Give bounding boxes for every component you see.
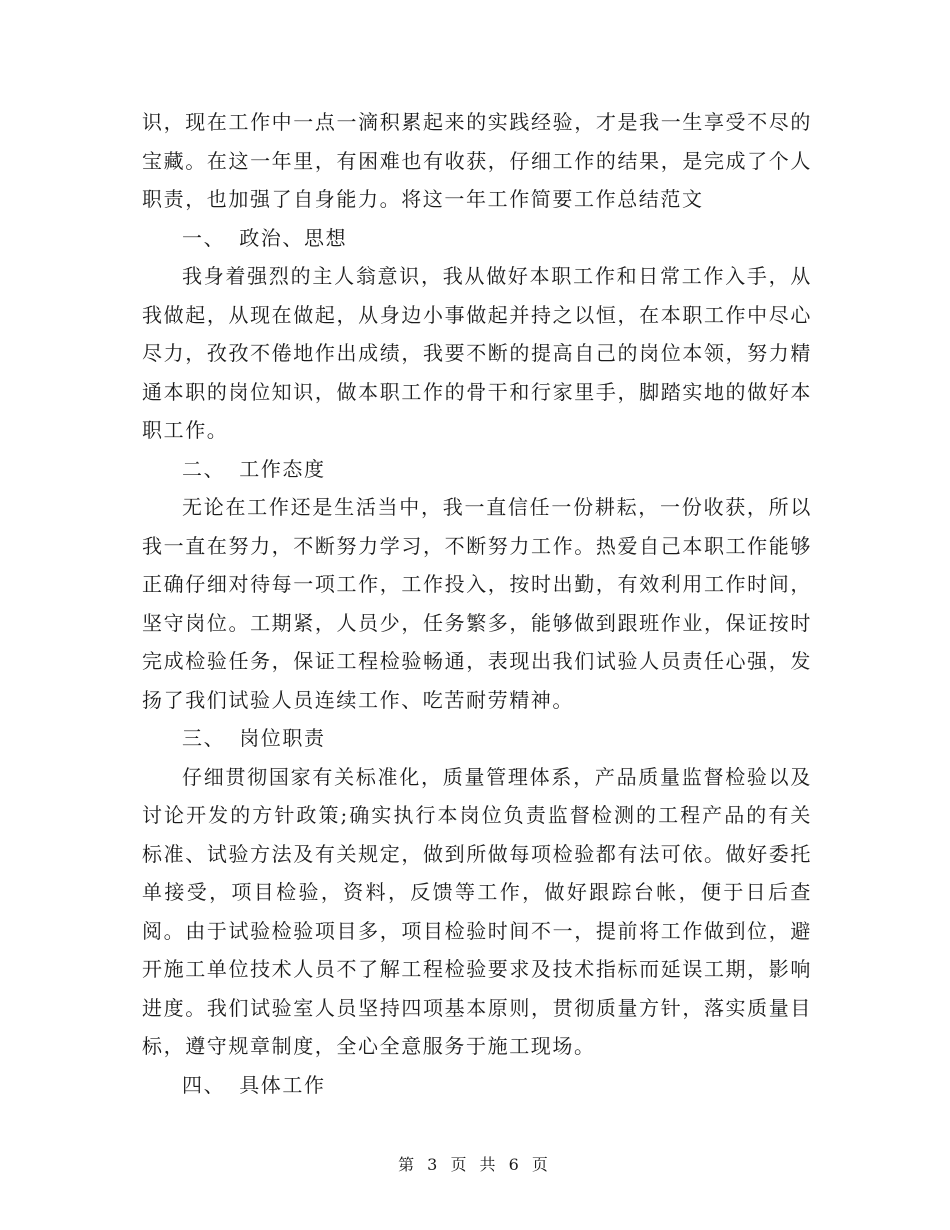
page-footer: 第 3 页 共 6 页 xyxy=(398,1155,552,1174)
section-heading-4 xyxy=(142,1066,812,1105)
document-body xyxy=(142,103,812,1104)
section-title: 政治、思想 xyxy=(239,225,348,250)
section-number: 二、 xyxy=(182,456,226,481)
section-heading-1 xyxy=(142,219,812,258)
paragraph-intro: 识，现在工作中一点一滴积累起来的实践经验，才是我一生享受不尽的宝藏。在这一年里，有困难也有收获，仔细工作的结果，是完成了个人职责，也加强了自身能力。将这一年工作简要工作总结范文 xyxy=(142,110,812,211)
section-number: 四、 xyxy=(182,1072,226,1097)
section-title: 岗位职责 xyxy=(239,726,326,750)
section-number: 三、 xyxy=(182,726,226,750)
section-heading-3 xyxy=(142,719,812,758)
section-title: 具体工作 xyxy=(239,1072,326,1097)
section-title: 工作态度 xyxy=(239,456,326,481)
paragraph-duties: 仔细贯彻国家有关标准化，质量管理体系，产品质量监督检验以及讨论开发的方针政策;确实执行本岗位负责监督检测的工程产品的有关标准、试验方法及有关规定，做到所做每项检验都有法可依。做好委托单接受，项目检验，资料，反馈等工作，做好跟踪台帐，便于日后查阅。由于试验检验项目多，项目检验时间不一，提前将工作做到位，避开施工单位技术人员不了解工程检验要求及技术指标而延误工期，影响进度。我们试验室人员坚持四项基本原则，贯彻质量方针，落实质量目标，遵守规章制度，全心全意服务于施工现场。 xyxy=(142,764,812,1058)
section-heading-2 xyxy=(142,450,812,489)
paragraph-attitude: 无论在工作还是生活当中，我一直信任一份耕耘，一份收获，所以我一直在努力，不断努力学习，不断努力工作。热爱自己本职工作能够正确仔细对待每一项工作，工作投入，按时出勤，有效利用工作时间，坚守岗位。工期紧，人员少，任务繁多，能够做到跟班作业，保证按时完成检验任务，保证工程检验畅通，表现出我们试验人员责任心强，发扬了我们试验人员连续工作、吃苦耐劳精神。 xyxy=(142,495,812,712)
section-number: 一、 xyxy=(182,225,226,250)
paragraph-politics: 我身着强烈的主人翁意识，我从做好本职工作和日常工作入手，从我做起，从现在做起，从身边小事做起并持之以恒，在本职工作中尽心尽力，孜孜不倦地作出成绩，我要不断的提高自己的岗位本领，努力精通本职的岗位知识，做本职工作的骨干和行家里手，脚踏实地的做好本职工作。 xyxy=(142,264,812,442)
